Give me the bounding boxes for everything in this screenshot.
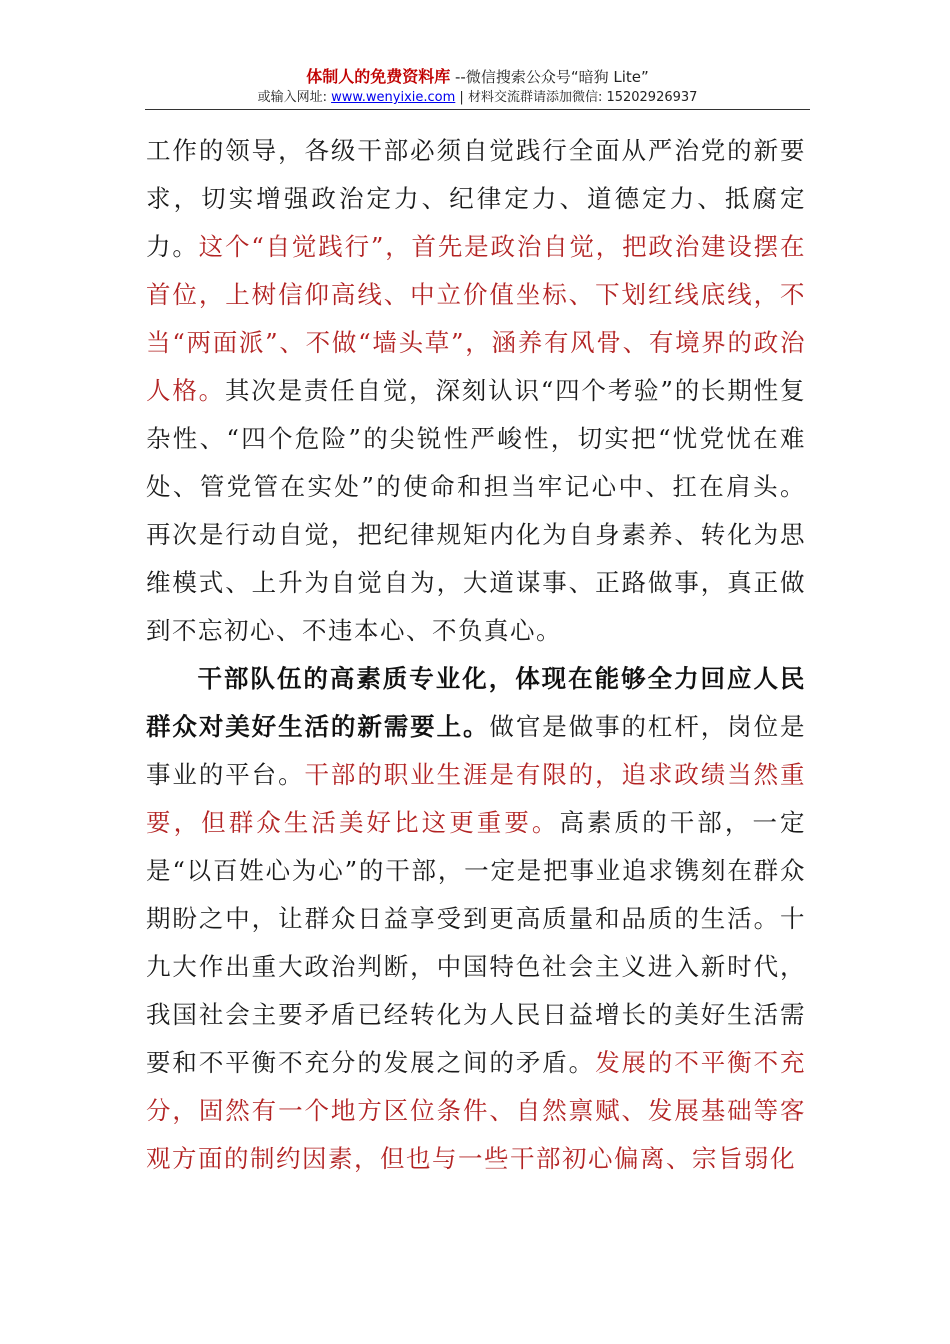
page-header xyxy=(145,66,810,108)
p2-segment-5-highlight: 发展的不平衡不充分，固然有一个地方区位条件、自然禀赋、发展基础等客观方面的制约因素，但也与一些干部初心偏离、宗旨弱化 xyxy=(146,1048,807,1173)
p1-segment-2-highlight: 这个“自觉践行”，首先是政治自觉，把政治建设摆在首位，上树信仰高线、中立价值坐标、下划红线底线，不当“两面派”、不做“墙头草”，涵养有风骨、有境界的政治人格。 xyxy=(146,232,806,405)
p1-segment-3: 其次是责任自觉，深刻认识“四个考验”的长期性复杂性、“四个危险”的尖锐性严峻性，切实把“忧党忧在难处、管党管在实处”的使命和担当牢记心中、扛在肩头。再次是行动自觉，把纪律规矩内化为自身素养、转化为思维模式、上升为自觉自为，大道谋事、正路做事，真正做到不忘初心、不违本心、不负真心。 xyxy=(146,376,806,645)
header-tagline: --微信搜索公众号“暗狗 Lite” xyxy=(450,68,649,86)
paragraph-1 xyxy=(146,127,806,655)
header-url-link[interactable]: www.wenyixie.com xyxy=(331,90,456,105)
header-divider xyxy=(145,109,810,110)
header-title-line xyxy=(145,66,810,88)
p1-segment-1: 工作的领导，各级干部必须自觉践行全面从严治党的新要求，切实增强政治定力、纪律定力、道德定力、抵腐定力。 xyxy=(146,136,806,261)
p2-segment-2: 做官是做事的杠杆，岗位是事业的平台。 xyxy=(146,712,807,789)
p2-segment-1-heading: 干部队伍的高素质专业化，体现在能够全力回应人民群众对美好生活的新需要上。 xyxy=(146,664,806,741)
header-brand: 体制人的免费资料库 xyxy=(306,67,451,86)
document-body xyxy=(146,127,806,1183)
header-url-prefix: 或输入网址: xyxy=(257,90,332,105)
p2-segment-3-highlight: 干部的职业生涯是有限的，追求政绩当然重要，但群众生活美好比这更重要。 xyxy=(146,760,806,837)
p2-segment-4: 高素质的干部，一定是“以百姓心为心”的干部，一定是把事业追求镌刻在群众期盼之中，让群众日益享受到更高质量和品质的生活。十九大作出重大政治判断，中国特色社会主义进入新时代，我国社会主要矛盾已经转化为人民日益增长的美好生活需要和不平衡不充分的发展之间的矛盾。 xyxy=(146,808,807,1077)
header-wechat: | 材料交流群请添加微信: 15202926937 xyxy=(455,90,698,105)
header-url-line xyxy=(145,88,810,108)
paragraph-2 xyxy=(146,655,806,1183)
